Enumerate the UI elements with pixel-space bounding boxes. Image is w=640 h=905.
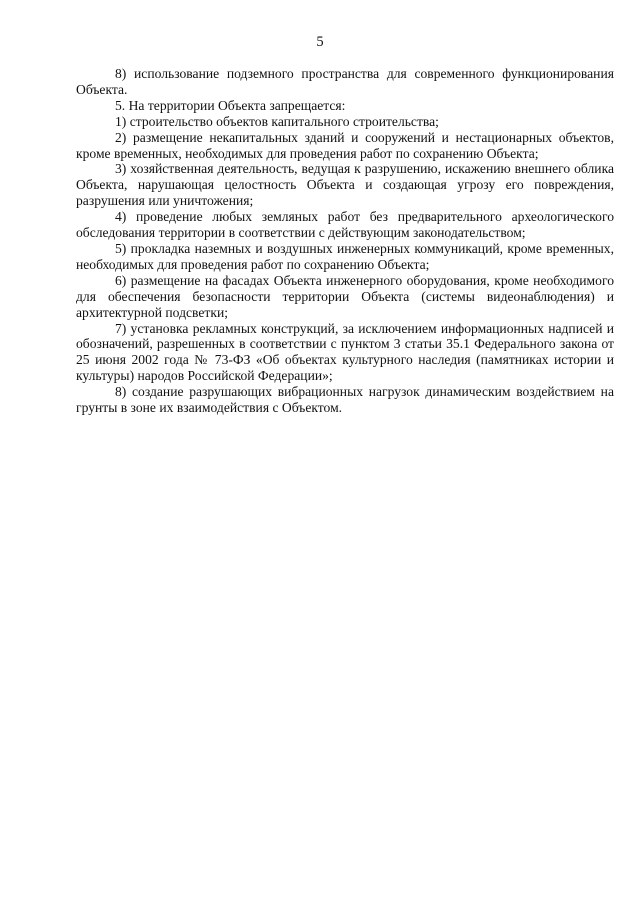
page-number: 5 (316, 34, 324, 50)
paragraph-item-2-temporary-structures: 2) размещение некапитальных зданий и сооружений и нестационарных объектов, кроме временных, необходимых для проведения работ по сохранению Объекта; (76, 129, 614, 161)
paragraph-section-5-heading: 5. На территории Объекта запрещается: (115, 97, 346, 113)
paragraph-item-7-advertising: 7) установка рекламных конструкций, за исключением информационных надписей и обозначений, разрешенных в соответствии с пунктом 3 статьи 35.1 Федерального закона от 25 июня 2002 года № 73-ФЗ «Об объектах культурного наследия (памятниках истории и культуры) народов Российской Федерации»; (76, 320, 614, 384)
paragraph-item-3-economic-activity: 3) хозяйственная деятельность, ведущая к разрушению, искажению внешнего облика Объекта, нарушающая целостность Объекта и создающая угрозу его повреждения, разрушения или уничтожения; (76, 161, 614, 209)
paragraph-item-1-capital-construction: 1) строительство объектов капитального строительства; (115, 113, 439, 129)
paragraph-item-8-vibration-loads: 8) создание разрушающих вибрационных нагрузок динамическим воздействием на грунты в зоне их взаимодействия с Объектом. (76, 384, 614, 416)
document-body (76, 66, 614, 416)
paragraph-item-8-underground-space: 8) использование подземного пространства для современного функционирования Объекта. (76, 66, 614, 97)
paragraph-item-5-utilities: 5) прокладка наземных и воздушных инженерных коммуникаций, кроме временных, необходимых для проведения работ по сохранению Объекта; (76, 240, 614, 272)
paragraph-item-4-earthworks: 4) проведение любых земляных работ без предварительного археологического обследования территории в соответствии с действующим законодательством; (76, 209, 614, 241)
paragraph-item-6-facade-equipment: 6) размещение на фасадах Объекта инженерного оборудования, кроме необходимого для обеспечения безопасности территории Объекта (системы видеонаблюдения) и архитектурной подсветки; (76, 272, 614, 320)
